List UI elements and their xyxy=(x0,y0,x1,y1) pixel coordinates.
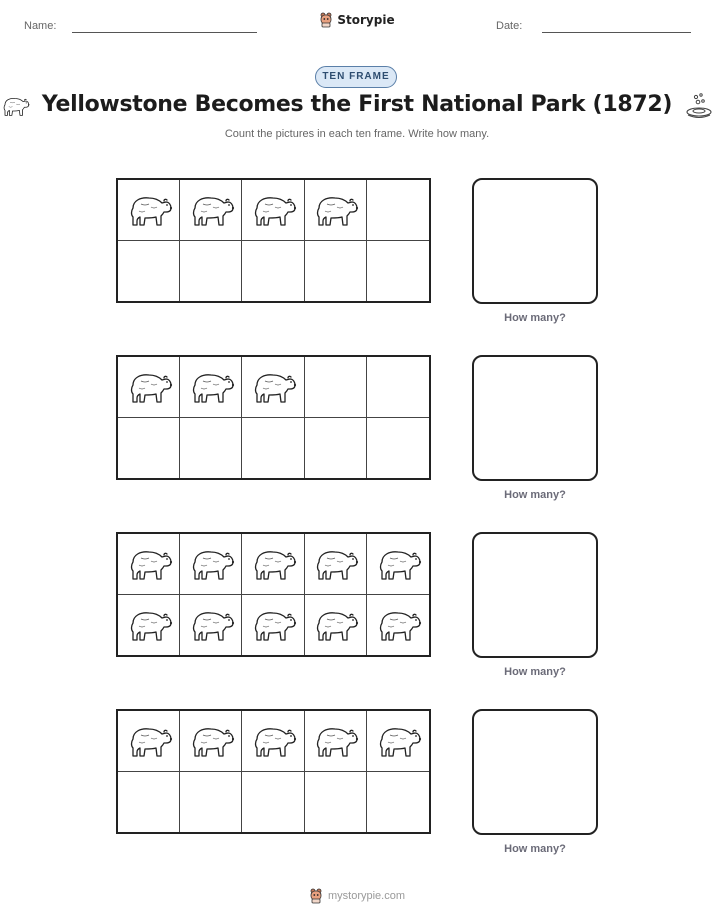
bear-icon xyxy=(125,721,173,761)
how-many-label-1: How many? xyxy=(504,312,566,324)
frame-cell xyxy=(367,241,429,302)
frame-cell xyxy=(367,595,429,656)
bear-icon xyxy=(249,190,297,230)
footer-url: mystorypie.com xyxy=(327,890,406,902)
frame-cell xyxy=(305,595,367,656)
storypie-mascot-icon xyxy=(319,12,333,28)
bear-icon xyxy=(249,721,297,761)
frame-cell xyxy=(242,418,304,479)
bear-icon xyxy=(125,605,173,645)
frame-cell xyxy=(118,180,180,241)
frame-cell xyxy=(118,595,180,656)
frame-cell xyxy=(180,711,242,772)
frame-cell xyxy=(180,180,242,241)
frame-cell xyxy=(118,534,180,595)
frame-cell xyxy=(242,711,304,772)
bear-icon xyxy=(311,721,359,761)
bear-icon xyxy=(249,367,297,407)
frame-cell xyxy=(242,357,304,418)
answer-box-3[interactable] xyxy=(472,532,598,658)
geyser-icon xyxy=(684,92,712,125)
brand-name: Storypie xyxy=(337,13,395,27)
bear-icon xyxy=(311,190,359,230)
how-many-label-2: How many? xyxy=(504,489,566,501)
frame-cell xyxy=(118,357,180,418)
frame-cell xyxy=(367,357,429,418)
footer xyxy=(0,888,714,909)
storypie-mascot-icon xyxy=(309,888,323,904)
page-title: Yellowstone Becomes the First National Park (1872) xyxy=(41,92,673,117)
bear-icon xyxy=(125,544,173,584)
frame-cell xyxy=(305,418,367,479)
how-many-label-3: How many? xyxy=(504,666,566,678)
date-line[interactable] xyxy=(542,32,691,33)
frame-cell xyxy=(242,180,304,241)
bear-icon xyxy=(187,190,235,230)
frame-cell xyxy=(305,241,367,302)
ten-frame-3 xyxy=(116,532,431,657)
frame-cell xyxy=(180,595,242,656)
frame-cell xyxy=(118,772,180,833)
frame-cell xyxy=(367,180,429,241)
frame-cell xyxy=(305,534,367,595)
name-label: Name: xyxy=(24,20,57,32)
frame-cell xyxy=(367,418,429,479)
frame-cell xyxy=(118,711,180,772)
frame-cell xyxy=(367,772,429,833)
frame-cell xyxy=(242,595,304,656)
frame-cell xyxy=(180,534,242,595)
category-badge: TEN FRAME xyxy=(315,66,397,88)
frame-cell xyxy=(242,772,304,833)
frame-cell xyxy=(305,772,367,833)
frame-cell xyxy=(367,711,429,772)
bear-icon xyxy=(187,721,235,761)
ten-frame-1 xyxy=(116,178,431,303)
brand xyxy=(0,12,714,33)
instructions: Count the pictures in each ten frame. Write how many. xyxy=(224,128,490,140)
bear-icon xyxy=(374,721,422,761)
bear-icon xyxy=(125,190,173,230)
frame-cell xyxy=(305,711,367,772)
frame-cell xyxy=(118,418,180,479)
frame-cell xyxy=(118,241,180,302)
answer-box-1[interactable] xyxy=(472,178,598,304)
answer-box-4[interactable] xyxy=(472,709,598,835)
bear-icon xyxy=(311,544,359,584)
frame-cell xyxy=(180,418,242,479)
ten-frame-4 xyxy=(116,709,431,834)
frame-cell xyxy=(180,357,242,418)
how-many-label-4: How many? xyxy=(504,843,566,855)
frame-cell xyxy=(180,772,242,833)
frame-cell xyxy=(242,241,304,302)
ten-frame-2 xyxy=(116,355,431,480)
frame-cell xyxy=(305,180,367,241)
bear-icon xyxy=(249,605,297,645)
frame-cell xyxy=(305,357,367,418)
bear-icon xyxy=(187,367,235,407)
bear-icon xyxy=(311,605,359,645)
frame-cell xyxy=(367,534,429,595)
bear-icon xyxy=(125,367,173,407)
frame-cell xyxy=(180,241,242,302)
date-label: Date: xyxy=(496,20,523,32)
bear-icon xyxy=(187,605,235,645)
bear-icon xyxy=(374,544,422,584)
bear-icon xyxy=(187,544,235,584)
bear-icon xyxy=(374,605,422,645)
answer-box-2[interactable] xyxy=(472,355,598,481)
frame-cell xyxy=(242,534,304,595)
bear-icon xyxy=(249,544,297,584)
